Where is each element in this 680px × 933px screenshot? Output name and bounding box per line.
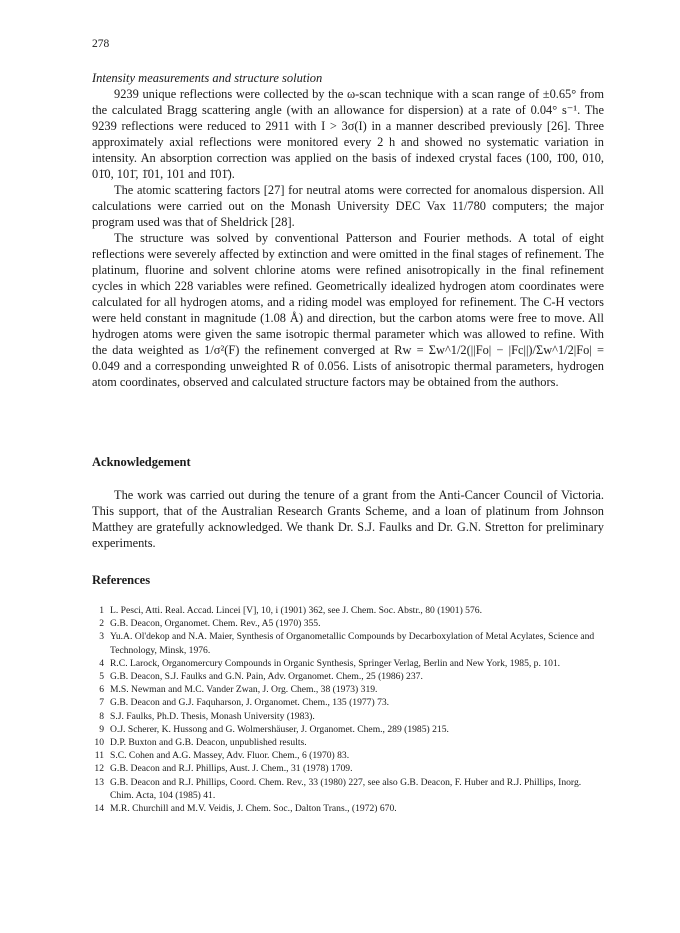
section-title: Intensity measurements and structure solution xyxy=(92,71,323,85)
reference-item xyxy=(92,670,606,683)
reference-item xyxy=(92,736,606,749)
reference-text: D.P. Buxton and G.B. Deacon, unpublished results. xyxy=(110,737,307,749)
reference-number: 1 xyxy=(99,605,104,616)
reference-text: S.C. Cohen and A.G. Massey, Adv. Fluor. Chem., 6 (1970) 83. xyxy=(110,750,350,762)
reference-number: 7 xyxy=(99,697,104,709)
reference-number: 14 xyxy=(94,803,104,815)
reference-number: 3 xyxy=(99,631,104,643)
reference-number: 9 xyxy=(99,723,104,735)
reference-text: G.B. Deacon, S.J. Faulks and G.N. Pain, Adv. Organomet. Chem., 25 (1986) 237. xyxy=(110,671,423,683)
reference-item xyxy=(92,604,606,617)
reference-item xyxy=(92,657,606,670)
reference-number: 4 xyxy=(99,657,104,669)
reference-item xyxy=(92,710,606,723)
reference-number: 10 xyxy=(94,737,104,749)
references-heading: References xyxy=(92,573,151,587)
reference-text: G.B. Deacon and G.J. Faquharson, J. Organomet. Chem., 135 (1977) 73. xyxy=(110,697,390,709)
reference-item xyxy=(92,802,606,815)
reference-item xyxy=(92,749,606,762)
section-body xyxy=(92,86,604,390)
reference-text: M.S. Newman and M.C. Vander Zwan, J. Org. Chem., 38 (1973) 319. xyxy=(110,684,378,696)
paragraph-structure: The structure was solved by conventional Patterson and Fourier methods. A total of eight reflections were severely affected by extinction and were omitted in the final stages of refinement. The platinum, fluorine and solvent chlorine atoms were refined anisotropically in the final refinement cycles in which 228 variables were refined. Geometrically idealized hydrogen atom coordinates were calculated for all hydrogen atoms, and a riding model was employed for refinement. The C-H vectors were held constant in magnitude (1.08 Å) and direction, but the carbon atoms were free to move. All hydrogen atoms were given the same isotropic thermal parameter which was allowed to refine. With the data weighted as 1/σ²(F) the refinement converged at Rw = Σw^1/2(||Fo| − |Fc||)/Σw^1/2|Fo| = 0.049 and a corresponding unweighted R of 0.056. Lists of anisotropic thermal parameters, hydrogen atom coordinates, observed and calculated structure factors may be obtained from the authors. xyxy=(92,231,604,389)
reference-text: R.C. Larock, Organomercury Compounds in Organic Synthesis, Springer Verlag, Berlin and New York, 1985, p. 101. xyxy=(110,657,561,669)
acknowledgement-body xyxy=(92,487,604,551)
reference-number: 13 xyxy=(94,776,104,788)
acknowledgement-heading: Acknowledgement xyxy=(92,455,191,469)
reference-number: 6 xyxy=(99,684,104,696)
reference-text: Yu.A. Ol'dekop and N.A. Maier, Synthesis of Organometallic Compounds by Decarboxylation of Metal Acylates, Science and Technology, Minsk, 1976. xyxy=(110,631,595,656)
reference-text: M.R. Churchill and M.V. Veidis, J. Chem. Soc., Dalton Trans., (1972) 670. xyxy=(110,803,397,815)
paragraph-intensity: 9239 unique reflections were collected by the ω-scan technique with a scan range of ±0.65° from the calculated Bragg scattering angle (with an allowance for dispersion) at a rate of 0.04° s⁻¹. The 9239 reflections were reduced to 2911 with I > 3σ(I) in a manner described previously [26]. Three approximately axial reflections were monitored every 2 h and showed no systematic variation in intensity. An absorption correction was applied on the basis of indexed crystal faces (100, 1̄00, 010, 01̄0, 101̄, 1̄01, 101 and 1̄01̄). xyxy=(92,87,604,181)
reference-text: L. Pesci, Atti. Real. Accad. Lincei [V], 10, i (1901) 362, see J. Chem. Soc. Abstr., 80 (1901) 576. xyxy=(110,605,482,616)
reference-item xyxy=(92,617,606,630)
reference-list xyxy=(92,604,606,815)
paragraph-scattering: The atomic scattering factors [27] for neutral atoms were corrected for anomalous dispersion. All calculations were carried out on the Monash University DEC Vax 11/780 computers; the major program used was that of Sheldrick [28]. xyxy=(92,183,604,229)
reference-number: 11 xyxy=(94,750,104,762)
reference-item xyxy=(92,723,606,736)
reference-text: G.B. Deacon and R.J. Phillips, Coord. Chem. Rev., 33 (1980) 227, see also G.B. Deacon, F. Huber and R.J. Phillips, Inorg. Chim. Acta, 104 (1985) 41. xyxy=(110,776,582,801)
reference-number: 8 xyxy=(99,710,104,722)
reference-item xyxy=(92,776,606,802)
reference-text: S.J. Faulks, Ph.D. Thesis, Monash University (1983). xyxy=(110,710,315,722)
reference-item xyxy=(92,683,606,696)
reference-number: 5 xyxy=(99,671,104,683)
reference-item xyxy=(92,696,606,709)
reference-item xyxy=(92,762,606,775)
reference-item xyxy=(92,630,606,656)
reference-text: G.B. Deacon, Organomet. Chem. Rev., A5 (1970) 355. xyxy=(110,618,321,630)
acknowledgement-text: The work was carried out during the tenure of a grant from the Anti-Cancer Council of Victoria. This support, that of the Australian Research Grants Scheme, and a loan of platinum from Johnson Matthey are gratefully acknowledged. We thank Dr. S.J. Faulks and Dr. G.N. Stretton for preliminary experiments. xyxy=(92,488,604,550)
reference-text: O.J. Scherer, K. Hussong and G. Wolmershäuser, J. Organomet. Chem., 289 (1985) 215. xyxy=(110,723,449,735)
reference-number: 2 xyxy=(99,618,104,630)
page-number: 278 xyxy=(92,38,110,50)
reference-number: 12 xyxy=(94,763,104,775)
reference-text: G.B. Deacon and R.J. Phillips, Aust. J. Chem., 31 (1978) 1709. xyxy=(110,763,353,775)
